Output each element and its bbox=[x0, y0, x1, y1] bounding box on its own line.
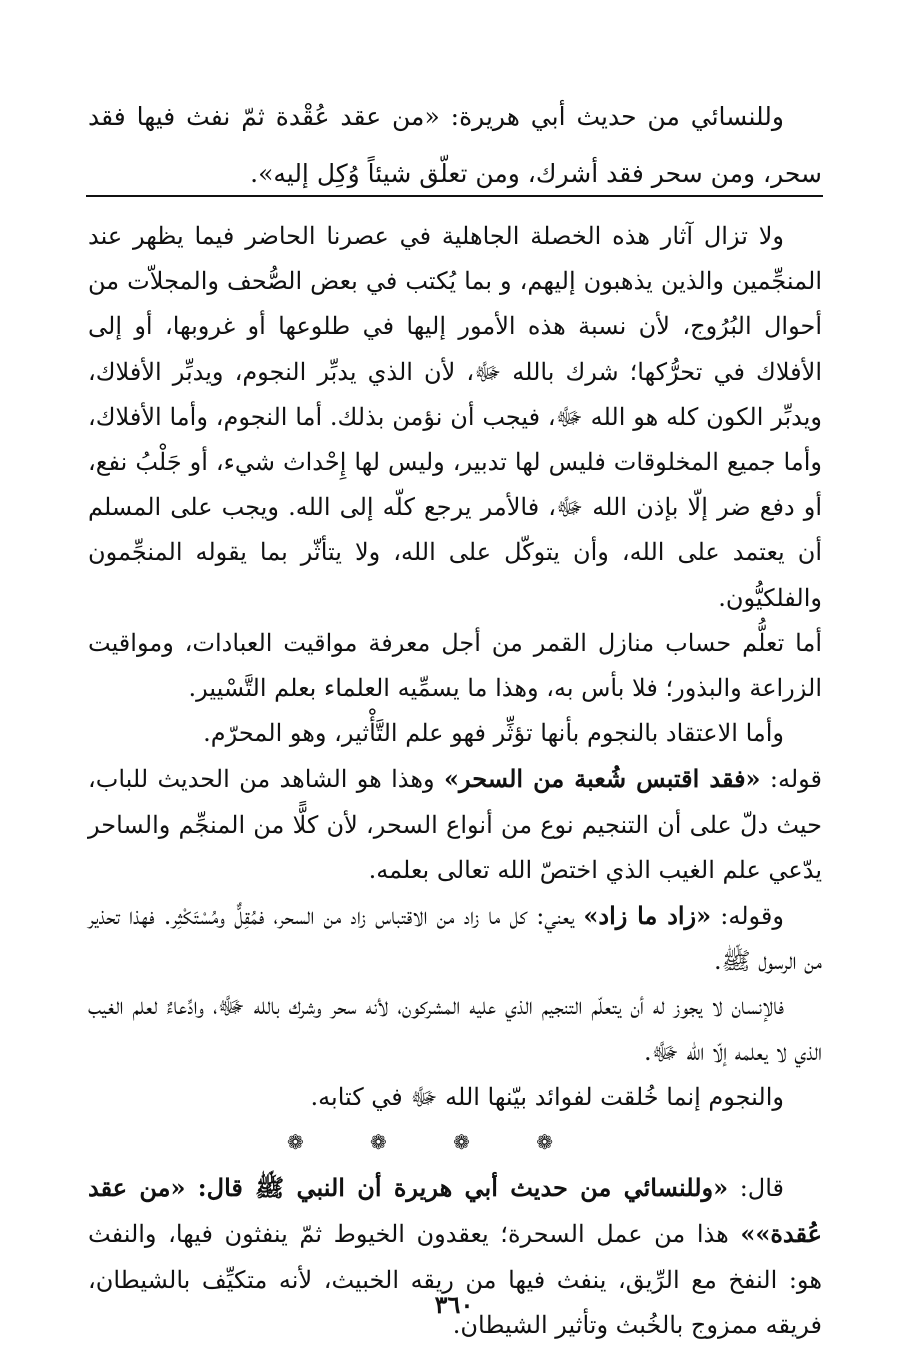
paragraph-belief-in-stars: وأما الاعتقاد بالنجوم بأنها تؤثِّر فهو علم التَّأْثير، وهو المحرّم. bbox=[203, 719, 784, 748]
hadith-paragraph: وللنسائي من حديث أبي هريرة: «من عقد عُقْدة ثمّ نفث فيها فقد سحر، ومن سحر فقد أشرك، ومن تعلّق شيئاً وُكِل إليه». bbox=[88, 102, 822, 188]
paragraph-lunar-mansions: أما تعلُّم حساب منازل القمر من أجل معرفة مواقيت العبادات، ومواقيت الزراعة والبذور؛ فلا بأس به، وهذا ما يسمِّيه العلماء بعلم التَّسْيير. bbox=[88, 628, 822, 703]
paragraph-astrology-today: ولا تزال آثار هذه الخصلة الجاهلية في عصرنا الحاضر فيما يظهر عند المنجِّمين والذين يذهبون إليهم، و بما يُكتب في بعض الصُّحف والمجلاّت من أحوال البُرُوج، لأن نسبة هذه الأمور إليها في طلوعها أو غروبها، أو إلى الأفلاك في تحرُّكها؛ شرك بالله ﷻ، لأن الذي يدبِّر النجوم، ويدبِّر الأفلاك، ويدبِّر الكون كله هو الله ﷻ، فيجب أن نؤمن بذلك. أما النجوم، وأما الأفلاك، وأما جميع المخلوقات فليس لها تدبير، وليس لها إِحْداث شيء، أو جَلْبُ نفع، أو دفع ضر إلّا بإذن الله ﷻ، فالأمر يرجع كلّه إلى الله. ويجب على المسلم أن يعتمد على الله، وأن يتوكّل على الله، ولا يتأثّر بما يقوله المنجِّمون والفلكيُّون. bbox=[88, 222, 823, 612]
ornament-separator: ❁ ❁ ❁ ❁ bbox=[286, 1130, 584, 1155]
paragraph-learning-astrology: فالإنسان لا يجوز له أن يتعلّم التنجيم الذي عليه المشركون، لأنه سحر وشرك بالله ﷻ، وادِّعاءٌ لعلم الغيب الذي لا يعلمه إلّا الله ﷻ. bbox=[88, 992, 822, 1066]
paragraph-knot-blowing bbox=[88, 1165, 822, 1348]
paragraph-zada-ma-zada bbox=[88, 893, 822, 984]
paragraph-iqtabasa bbox=[88, 756, 822, 893]
main-text-block bbox=[88, 214, 822, 1348]
quoted-phrase: «زاد ما زاد» bbox=[583, 901, 712, 931]
paragraph-prefix: وقوله: bbox=[711, 902, 784, 931]
paragraph-prefix: قال: bbox=[728, 1174, 785, 1203]
quoted-phrase: «وللنسائي من حديث أبي هريرة أن النبي ﷺ قال: «من عقد عُقدة»» bbox=[88, 1173, 822, 1249]
paragraph-body: يعني: كل ما زاد من الاقتباس زاد من السحر، فمُقِلٌّ ومُسْتَكْثِر. فهذا تحذير من الرسول ﷺ. bbox=[88, 902, 822, 976]
quoted-phrase: «فقد اقتبس شُعبة من السحر» bbox=[443, 764, 761, 794]
paragraph-body: هذا من عمل السحرة؛ يعقدون الخيوط ثمّ ينفثون فيها، والنفث هو: النفخ مع الرِّيق، ينفث فيها من ريقه الخبيث، لأنه متكيِّف بالشيطان، فريقه ممزوج بالخُبث وتأثير الشيطان. bbox=[88, 1220, 822, 1339]
paragraph-stars-purpose: والنجوم إنما خُلقت لفوائد بيّنها الله ﷻ في كتابه. bbox=[310, 1082, 784, 1111]
paragraph-prefix: قوله: bbox=[760, 765, 823, 794]
footnote-hadith-block bbox=[88, 88, 822, 202]
page-number: ٣٦٠ bbox=[434, 1290, 474, 1319]
section-divider bbox=[86, 195, 823, 197]
paragraph-body: وهذا هو الشاهد من الحديث للباب، حيث دلّ على أن التنجيم نوع من أنواع السحر، لأن كلًّا من المنجِّم والساحر يدّعي علم الغيب الذي اختصّ الله تعالى بعلمه. bbox=[88, 765, 822, 884]
